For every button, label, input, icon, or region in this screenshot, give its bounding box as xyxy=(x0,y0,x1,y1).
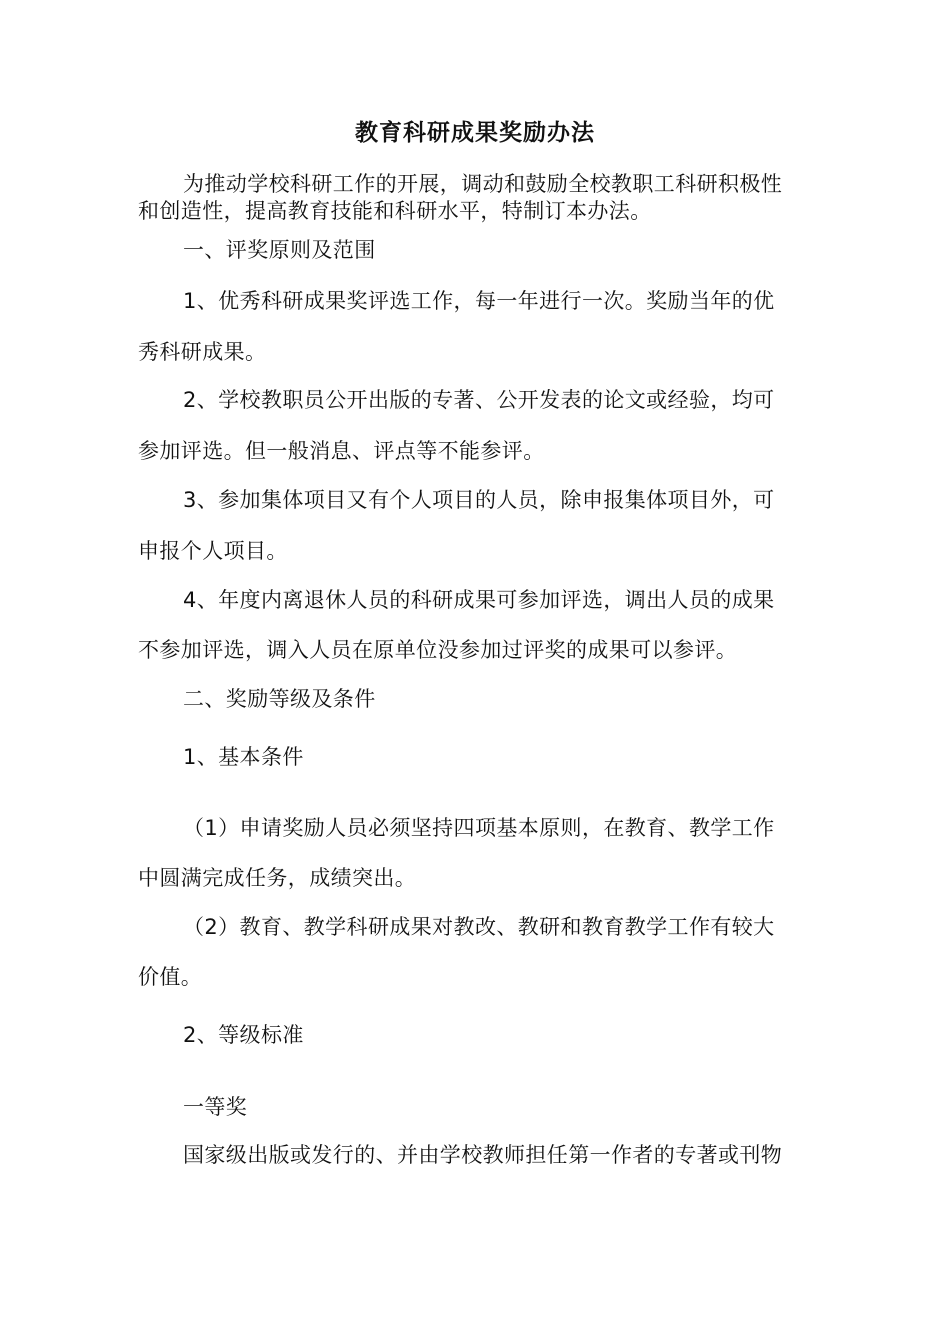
item-2-line-1: 2、学校教职员公开出版的专著、公开发表的论文或经验，均可 xyxy=(183,388,775,412)
subheading-grade-standards: 2、等级标准 xyxy=(183,1023,304,1047)
intro-line-1: 为推动学校科研工作的开展，调动和鼓励全校教职工科研积极性 xyxy=(183,172,783,196)
item-1-line-1: 1、优秀科研成果奖评选工作，每一年进行一次。奖励当年的优 xyxy=(183,289,775,313)
first-prize-line-1: 国家级出版或发行的、并由学校教师担任第一作者的专著或刊物 xyxy=(183,1143,783,1167)
item-1-line-2: 秀科研成果。 xyxy=(138,340,267,364)
condition-2-line-1: （2）教育、教学科研成果对教改、教研和教育教学工作有较大 xyxy=(183,915,775,939)
section-heading-2: 二、奖励等级及条件 xyxy=(183,687,376,711)
document-title: 教育科研成果奖励办法 xyxy=(355,120,595,146)
item-3-line-1: 3、参加集体项目又有个人项目的人员，除申报集体项目外，可 xyxy=(183,488,775,512)
item-4-line-1: 4、年度内离退休人员的科研成果可参加评选，调出人员的成果 xyxy=(183,588,775,612)
first-prize-heading: 一等奖 xyxy=(183,1095,248,1119)
subheading-basic-conditions: 1、基本条件 xyxy=(183,745,304,769)
condition-1-line-1: （1）申请奖励人员必须坚持四项基本原则，在教育、教学工作 xyxy=(183,816,775,840)
item-4-line-2: 不参加评选，调入人员在原单位没参加过评奖的成果可以参评。 xyxy=(138,638,738,662)
intro-line-2: 和创造性，提高教育技能和科研水平，特制订本办法。 xyxy=(138,199,652,223)
item-3-line-2: 申报个人项目。 xyxy=(138,539,288,563)
condition-1-line-2: 中圆满完成任务，成绩突出。 xyxy=(138,866,417,890)
condition-2-line-2: 价值。 xyxy=(138,965,203,989)
section-heading-1: 一、评奖原则及范围 xyxy=(183,238,376,262)
item-2-line-2: 参加评选。但一般消息、评点等不能参评。 xyxy=(138,439,545,463)
